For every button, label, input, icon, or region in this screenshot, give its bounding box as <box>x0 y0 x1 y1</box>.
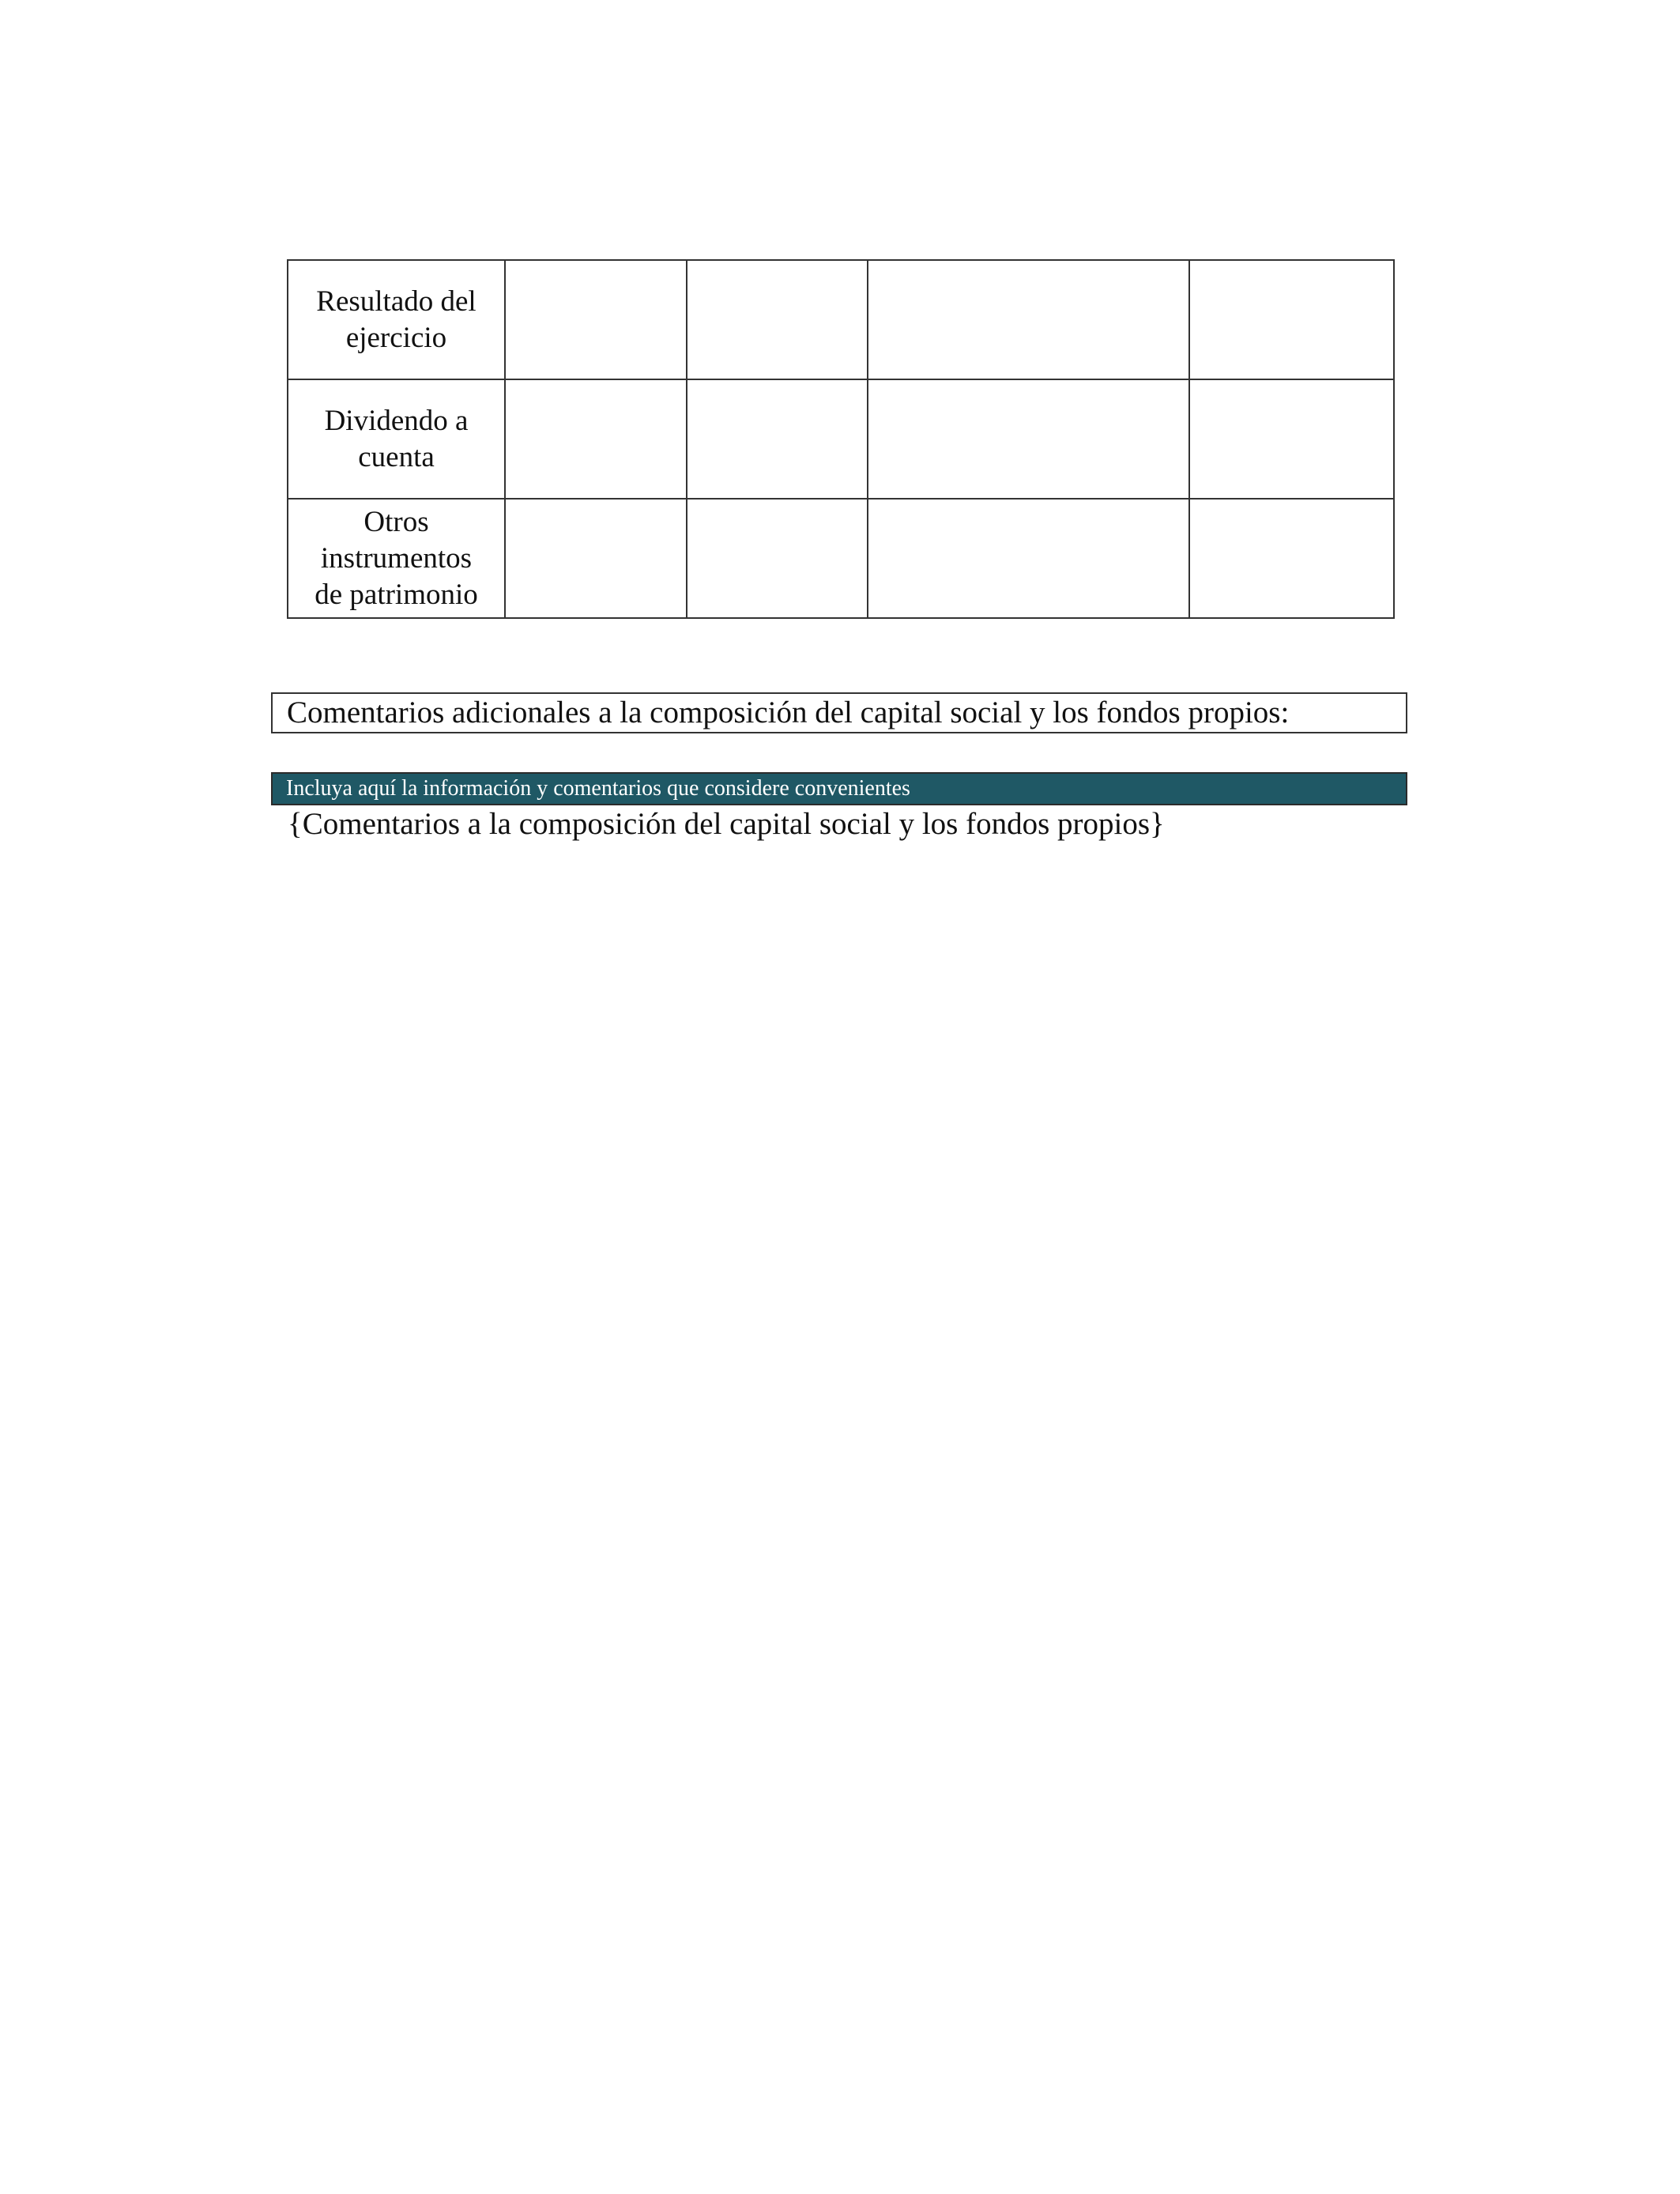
table-row-dividendo <box>288 379 1394 499</box>
row-label-line: ejercicio <box>345 321 447 354</box>
row-label-line: Resultado del <box>316 285 477 318</box>
empty-cell <box>505 260 687 379</box>
instruction-bar: Incluya aquí la información y comentarios que considere convenientes <box>271 772 1407 805</box>
row-header-otros-instrumentos <box>288 499 505 618</box>
table-row-otros-instrumentos <box>288 499 1394 618</box>
comments-heading-box: Comentarios adicionales a la composición del capital social y los fondos propios: <box>271 692 1407 733</box>
empty-cell <box>687 499 868 618</box>
empty-cell <box>505 379 687 499</box>
empty-cell <box>687 260 868 379</box>
empty-cell <box>1189 260 1394 379</box>
empty-cell <box>868 379 1189 499</box>
row-header-resultado <box>288 260 505 379</box>
empty-cell <box>1189 379 1394 499</box>
comments-placeholder-field[interactable]: {Comentarios a la composición del capital social y los fondos propios} <box>288 807 1165 841</box>
empty-cell <box>1189 499 1394 618</box>
empty-cell <box>687 379 868 499</box>
row-label-line: instrumentos <box>320 541 473 575</box>
row-label-line: Otros <box>363 505 429 538</box>
equity-components-table <box>287 259 1395 619</box>
row-label-line: de patrimonio <box>315 578 478 611</box>
row-label-line: cuenta <box>358 440 435 473</box>
row-header-dividendo <box>288 379 505 499</box>
row-label-line: Dividendo a <box>324 404 469 437</box>
empty-cell <box>868 499 1189 618</box>
empty-cell <box>868 260 1189 379</box>
table-row-resultado <box>288 260 1394 379</box>
empty-cell <box>505 499 687 618</box>
